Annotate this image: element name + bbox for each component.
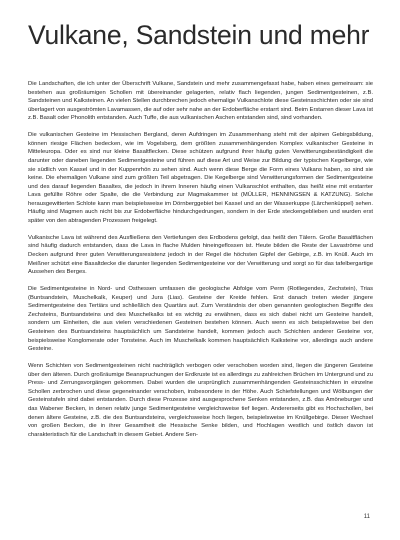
body-text bbox=[28, 80, 373, 448]
paragraph-4: Die Sedimentgesteine in Nord- und Osthessen umfassen die geologische Abfolge vom Perm (Rotliegendes, Zechstein), Trias (Buntsandstein, Muschelkalk, Keuper) und Jura (Lias). Gesteine der Kreide fehlen. Erst danach treten wieder jüngere Sedimentgesteine des Tertiärs und schließlich des Quartärs auf. Zum Verständnis der oben genannten geologischen Begriffe des Zechsteins, Buntsandsteins und des Muschelkalks ist es wichtig zu erwähnen, dass es sich dabei nicht um Gesteine handelt, sondern um Einheiten, die aus vielen verschiedenen Gesteinen bestehen können. Auch wenn es sich beispielsweise bei den Gesteinen des Buntsandsteins hauptsächlich um Sandsteine handelt, kommen jedoch auch Schichten anderer Gesteine vor, beispielsweise Konglomerate oder Tonsteine. Auch im Muschelkalk kommen hauptsächlich Kalksteine vor, allerdings auch andere Gesteine. bbox=[28, 286, 373, 353]
page-title: Vulkane, Sandstein und mehr bbox=[28, 20, 370, 50]
paragraph-2: Die vulkanischen Gesteine im Hessischen Bergland, deren Aufdringen im Zusammenhang steht mit der alpinen Gebirgsbildung, können riesige Flächen bedecken, wie im Vogelsberg, dem größten zusammenhängenden Komplex vulkanischer Gesteine in Mitteleuropa. Oder es sind nur kleine Basaltflecken. Diese schützen aufgrund ihrer häufig guten Verwitterungsbeständigkeit die darunter oder daneben liegenden Sedimentgesteine und führen auf diese Art und Weise zur Bildung der typischen Kegelberge, wie sie südlich von Kassel und in der Kuppenrhön zu sehen sind. Auch wenn diese Berge die Form eines Vulkans haben, so sind sie keine. Die ehemaligen Vulkane sind zum größten Teil abgetragen. Die Kegelberge sind Verwitterungsformen der Sedimentgesteine und des darauf liegenden Basaltes, die jedoch in ihrem Inneren häufig einen Vulkanschlot enthalten, das heißt eine mit erstarrter Lava gefüllte Röhre oder Spalte, die die Verbindung zur Magmakammer ist (MÜLLER, HENNINGSEN & KATZUNG). Solche herausgewitterten Schlote kann man beispielsweise im Dörnberggebiet bei Kassel und an der Wasserkuppe (Lärchenküppel) sehen. Häufig sind Magmen auch nicht bis zur Erdoberfläche hindurchgedrungen, sondern in der Erde steckengeblieben und wurden erst später von den abtragenden Prozessen freigelegt. bbox=[28, 132, 373, 224]
page-number: 11 bbox=[363, 514, 370, 520]
paragraph-3: Vulkanische Lava ist während des Ausfließens den Vertiefungen des Erdbodens gefolgt, das heißt den Tälern. Große Basaltflächen sind häufig dadurch entstanden, dass die Lava in flache Mulden hineingeflossen ist. Heute bilden die Reste der Lavaströme und Decken aufgrund ihrer guten Verwitterungsresistenz jedoch in der Regel die höchsten Gipfel der Gebirge, z.B. im Knüll. Auch im Meißner schützt eine Basaltdecke die darunter liegenden Sedimentgesteine vor der Verwitterung und sorgt so für das tafelbergartige Aussehen des Berges. bbox=[28, 234, 373, 276]
paragraph-5: Wenn Schichten von Sedimentgesteinen nicht nachträglich verbogen oder verschoben worden sind, liegen die jüngeren Gesteine über den älteren. Durch großräumige Beanspruchungen der Erdkruste ist es allerdings zu zahlreichen Brüchen im Untergrund und zu Press- und Zerrungsvorgängen gekommen. Dabei wurden die ursprünglich zusammenhängenden Gesteinsschichten in einzelne Schollen zerbrochen und diese gegeneinander verschoben, insbesondere in der Höhe. Auch Schiefstellungen und Wölbungen der Gesteinstafeln sind dabei entstanden. Durch diese Prozesse sind ausgesprochene Senken entstanden, z.B. das Amöneburger und das Wabener Becken, in denen relativ junge Sedimentgesteine vergleichsweise tief liegen. Andererseits gibt es Hochschollen, bei denen ältere Gesteine, z.B. die des Buntsandsteins, vergleichsweise hoch liegen, beispielsweise im Knüllgebirge. Dieser Wechsel von großen Becken, die in ihrer Gesamtheit die Hessische Senke bilden, und Hochlagen westlich und östlich davon ist charakteristisch für die Landschaft in diesem Gebiet. Andere Sen- bbox=[28, 363, 373, 438]
paragraph-1: Die Landschaften, die ich unter der Überschrift Vulkane, Sandstein und mehr zusammengefasst habe, haben eines gemeinsam: sie bestehen aus großräumigen Schollen mit übereinander gelagerten, relativ flach liegenden, jungen Sedimentgesteinen, z.B. Sandsteinen und Kalksteinen. An vielen Stellen durchbrechen jedoch ehemalige Vulkanschlote diese Gesteinsschichten oder sie sind überlagert von ausgeströmten Lavamassen, die auf oder sehr nahe an der Erdoberfläche erstarrt sind. Beim Erstarren dieser Lava ist z.B. Basalt oder Phonolith entstanden. Auch Tuffe, die aus vulkanischen Aschen entstanden sind, sind vorhanden. bbox=[28, 81, 373, 122]
